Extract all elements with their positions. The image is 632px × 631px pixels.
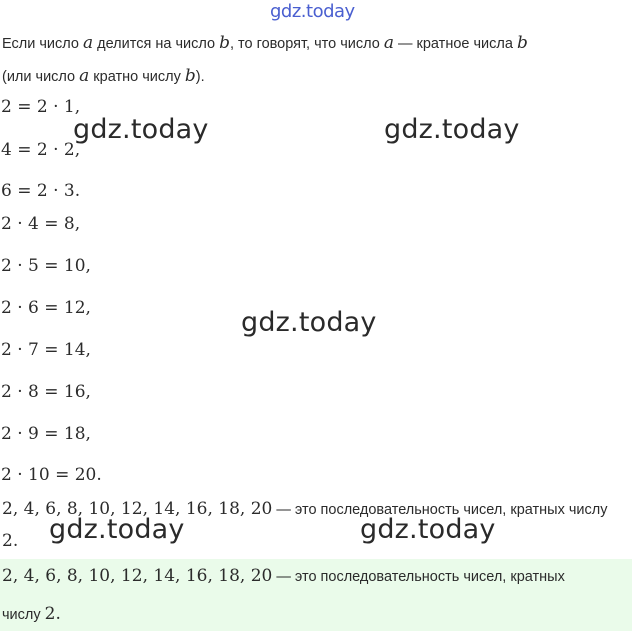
var-b: b: [184, 66, 196, 86]
conclusion-line-2: 2.: [2, 531, 19, 551]
equation-6: 2 · 6 = 12,: [1, 298, 91, 318]
answer-line-1: [2, 566, 565, 587]
equation-4: 2 · 4 = 8,: [1, 214, 81, 234]
equation-3: 6 = 2 · 3.: [1, 181, 81, 201]
intro-text: делится на число: [93, 36, 220, 52]
answer-box: [0, 559, 632, 631]
site-logo[interactable]: gdz.today: [270, 1, 355, 22]
var-a: a: [383, 33, 394, 53]
intro-text: (или число: [2, 69, 80, 85]
watermark: gdz.today: [73, 114, 209, 145]
watermark: gdz.today: [241, 307, 377, 338]
intro-line-2: [2, 66, 205, 87]
intro-line-1: [2, 33, 528, 54]
answer-text: — это последовательность чисел, кратных: [272, 569, 565, 585]
equation-1: 2 = 2 · 1,: [1, 97, 81, 117]
watermark: gdz.today: [360, 514, 496, 545]
equation-10: 2 · 10 = 20.: [1, 465, 102, 485]
equation-8: 2 · 8 = 16,: [1, 382, 91, 402]
conclusion-text: — это последовательность чисел, кратных числу: [272, 502, 608, 518]
watermark: gdz.today: [49, 514, 185, 545]
var-a: a: [82, 33, 94, 53]
sequence-numbers: 2, 4, 6, 8, 10, 12, 14, 16, 18, 20: [2, 499, 273, 519]
intro-text: , то говорят, что число: [229, 36, 384, 52]
answer-numbers: 2, 4, 6, 8, 10, 12, 14, 16, 18, 20: [2, 566, 273, 586]
var-b: b: [516, 33, 528, 53]
equation-5: 2 · 5 = 10,: [1, 256, 91, 276]
var-b: b: [219, 33, 230, 53]
equation-2: 4 = 2 · 2,: [1, 140, 81, 160]
watermark: gdz.today: [384, 114, 520, 145]
intro-text: кратно числу: [89, 69, 185, 85]
equation-9: 2 · 9 = 18,: [1, 424, 91, 444]
equation-7: 2 · 7 = 14,: [1, 340, 91, 360]
answer-line-2: [2, 604, 61, 625]
intro-text: — кратное числа: [393, 36, 517, 52]
var-a: a: [79, 66, 90, 86]
answer-text: числу: [2, 607, 45, 623]
answer-number: 2.: [44, 604, 61, 624]
intro-text: ).: [195, 69, 205, 85]
intro-text: Если число: [2, 36, 83, 52]
